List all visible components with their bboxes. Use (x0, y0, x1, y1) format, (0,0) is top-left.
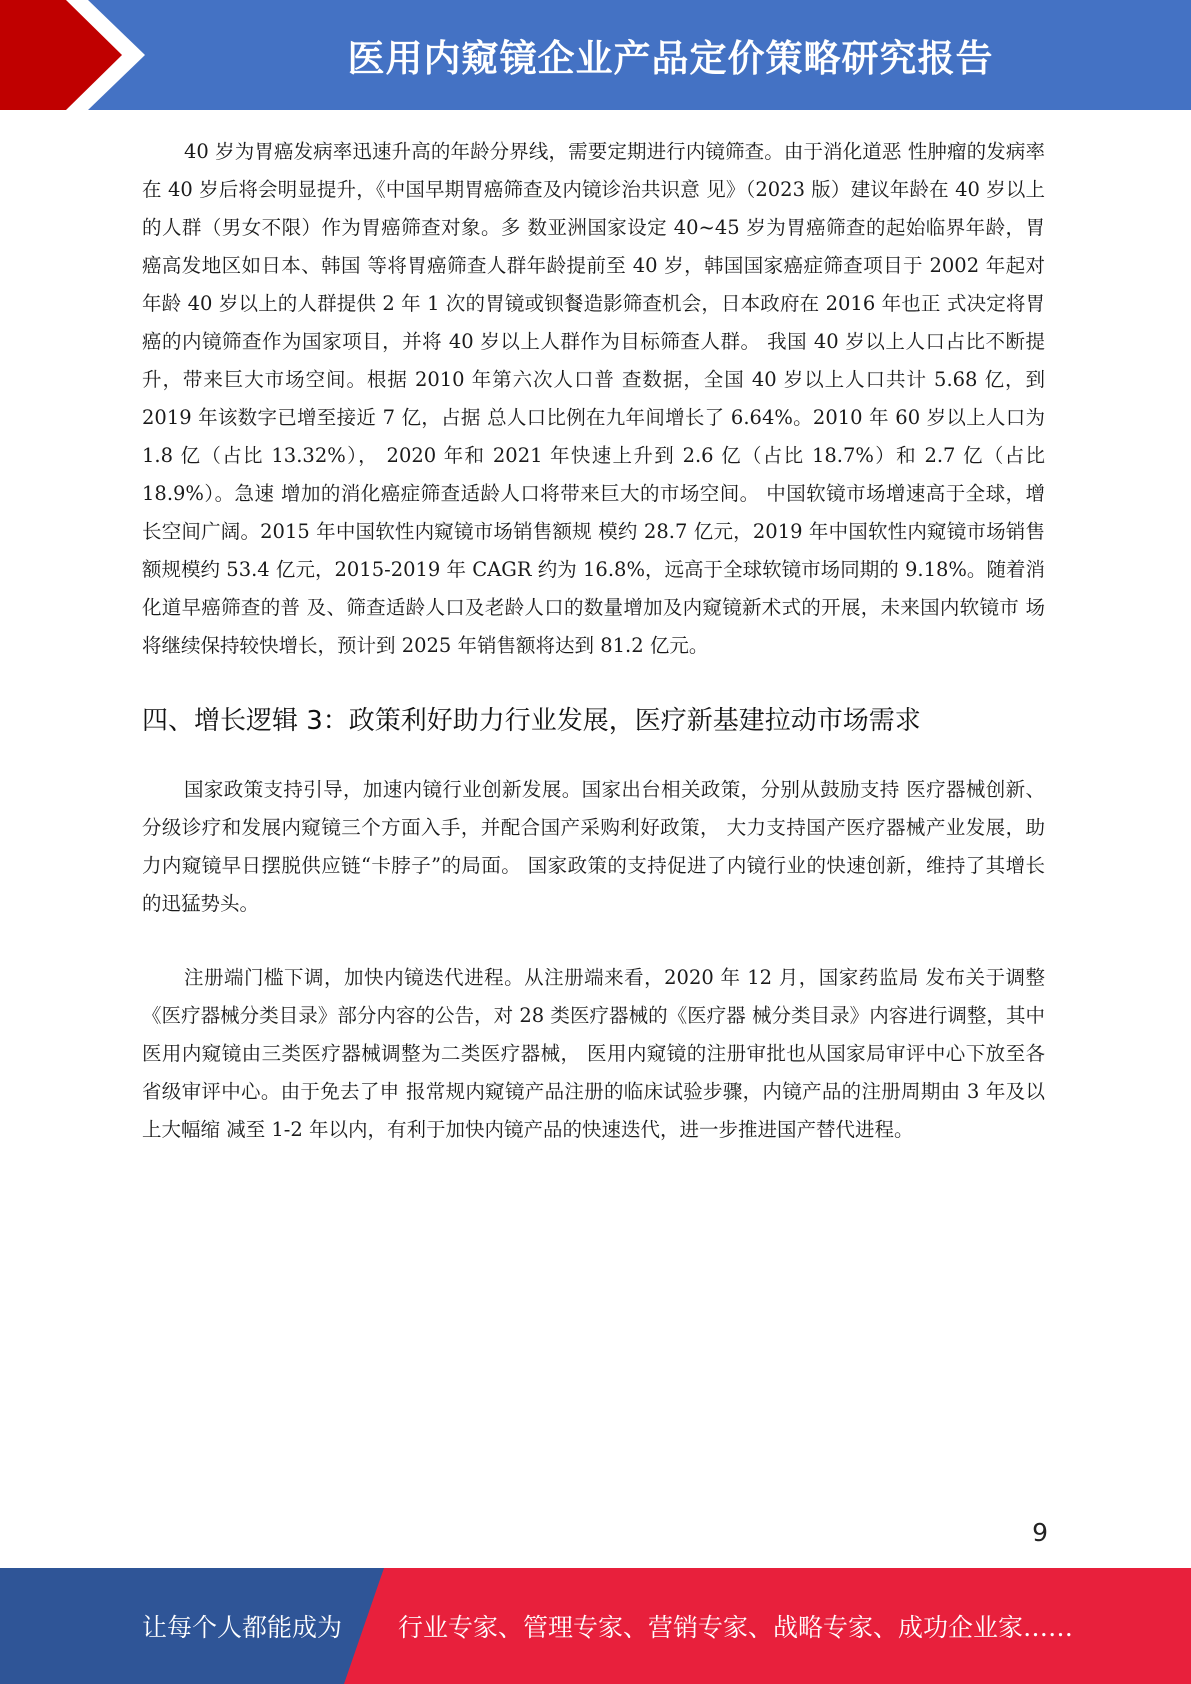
footer-slogan-right: 行业专家、管理专家、营销专家、战略专家、成功企业家…… (398, 1613, 1074, 1642)
document-title: 医用内窥镜企业产品定价策略研究报告 (347, 37, 994, 80)
header-arrow-decoration (0, 0, 160, 110)
paragraph-policy-support: 国家政策支持引导，加速内镜行业创新发展。国家出台相关政策，分别从鼓励支持 医疗器械创新、分级诊疗和发展内窥镜三个方面入手，并配合国产采购利好政策， 大力支持国产医疗器械产业发展，助力内窥镜早日摆脱供应链“卡脖子”的局面。 国家政策的支持促进了内镜行业的快速创新，维持了其增长的迅猛势头。 (142, 778, 1045, 915)
footer-slogan-left: 让每个人都能成为 (142, 1613, 343, 1642)
paragraph-registration: 注册端门槛下调，加快内镜迭代进程。从注册端来看，2020 年 12 月，国家药监局 发布关于调整《医疗器械分类目录》部分内容的公告，对 28 类医疗器械的《医疗器 械分类目录》内容进行调整，其中医用内窥镜由三类医疗器械调整为二类医疗器械， 医用内窥镜的注册审批也从国家局审评中心下放至各省级审评中心。由于免去了申 报常规内窥镜产品注册的临床试验步骤，内镜产品的注册周期由 3 年及以上大幅缩 减至 1-2 年以内，有利于加快内镜产品的快速迭代，进一步推进国产替代进程。 (142, 966, 1045, 1141)
page-footer (0, 1568, 1191, 1684)
page-header (0, 0, 1191, 110)
paragraph-market-analysis: 40 岁为胃癌发病率迅速升高的年龄分界线，需要定期进行内镜筛查。由于消化道恶 性肿瘤的发病率在 40 岁后将会明显提升，《中国早期胃癌筛查及内镜诊治共识意 见》（2023 版）建议年龄在 40 岁以上的人群（男女不限）作为胃癌筛查对象。多 数亚洲国家设定 40~45 岁为胃癌筛查的起始临界年龄，胃癌高发地区如日本、韩国 等将胃癌筛查人群年龄提前至 40 岁，韩国国家癌症筛查项目于 2002 年起对年龄 40 岁以上的人群提供 2 年 1 次的胃镜或钡餐造影筛查机会，日本政府在 2016 年也正 式决定将胃癌的内镜筛查作为国家项目，并将 40 岁以上人群作为目标筛查人群。 我国 40 岁以上人口占比不断提升，带来巨大市场空间。根据 2010 年第六次人口普 查数据，全国 40 岁以上人口共计 5.68 亿，到 2019 年该数字已增至接近 7 亿，占据 总人口比例在九年间增长了 6.64%。2010 年 60 岁以上人口为 1.8 亿（占比 13.32%）， 2020 年和 2021 年快速上升到 2.6 亿（占比 18.7%）和 2.7 亿（占比 18.9%）。急速 增加的消化癌症筛查适龄人口将带来巨大的市场空间。 中国软镜市场增速高于全球，增长空间广阔。2015 年中国软性内窥镜市场销售额规 模约 28.7 亿元，2019 年中国软性内窥镜市场销售额规模约 53.4 亿元，2015-2019 年 CAGR 约为 16.8%，远高于全球软镜市场同期的 9.18%。随着消化道早癌筛查的普 及、筛查适龄人口及老龄人口的数量增加及内窥镜新术式的开展，未来国内软镜市 场将继续保持较快增长，预计到 2025 年销售额将达到 81.2 亿元。 (142, 140, 1045, 657)
main-content (142, 133, 1045, 1149)
section-heading: 四、增长逻辑 3：政策利好助力行业发展，医疗新基建拉动市场需求 (142, 706, 921, 736)
page-number: 9 (1032, 1518, 1048, 1547)
